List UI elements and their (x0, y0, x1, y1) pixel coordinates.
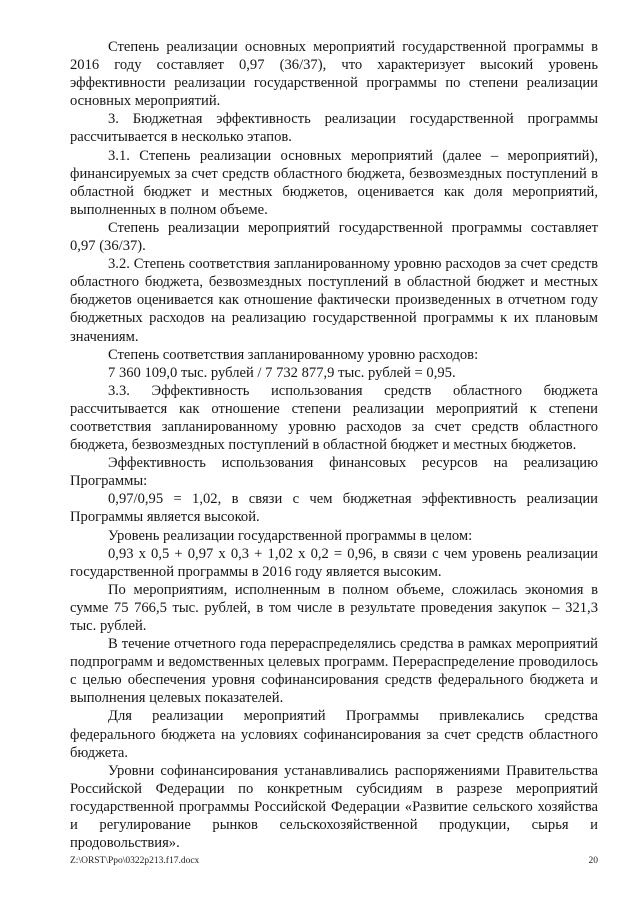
paragraph-financial-efficiency-label: Эффективность использования финансовых ресурсов на реализацию Программы: (70, 455, 598, 490)
paragraph-overall-level-label: Уровень реализации государственной программы в целом: (108, 527, 473, 544)
paragraph-redistribution: В течение отчетного года перераспределялись средства в рамках мероприятий подпрограмм и ведомственных целевых программ. Перераспределение проводилось с целью обеспечения уровня софинансирования средств федерального бюджета и выполнения целевых показателей. (70, 636, 598, 707)
page-number: 20 (588, 856, 598, 866)
paragraph-3-2: 3.2. Степень соответствия запланированному уровню расходов за счет средств областного бюджета, безвозмездных поступлений в областной бюджет и местных бюджетов оценивается как отношение фактически произведенных в отчетном году бюджетных расходов на реализацию государственной программы к их плановым значениям. (70, 256, 598, 345)
paragraph-budget-efficiency-heading: 3. Бюджетная эффективность реализации государственной программы рассчитывается в несколько этапов. (70, 111, 598, 146)
paragraph-3-1: 3.1. Степень реализации основных мероприятий (далее – мероприятий), финансируемых за счет средств областного бюджета, безвозмездных поступлений в областной бюджет и местных бюджетов, оценивается как доля мероприятий, выполненных в полном объеме. (70, 147, 598, 218)
paragraph-expense-compliance-label: Степень соответствия запланированному уровню расходов: (108, 346, 479, 363)
paragraph-efficiency-formula: 0,97/0,95 = 1,02, в связи с чем бюджетная эффективность реализации Программы является высокой. (70, 491, 598, 526)
paragraph-activities-degree-value: Степень реализации мероприятий государственной программы составляет 0,97 (36/37). (70, 219, 598, 255)
paragraph-overall-level-formula: 0,93 х 0,5 + 0,97 х 0,3 + 1,02 х 0,2 = 0,96, в связи с чем уровень реализации государственной программы в 2016 году является высоким. (70, 545, 598, 580)
file-path: Z:\ORST\Ppo\0322p213.f17.docx (70, 856, 200, 866)
paragraph-3-3: 3.3. Эффективность использования средств областного бюджета рассчитывается как отношение степени реализации мероприятий к степени соответствия запланированному уровню расходов за счет средств областного бюджета, безвозмездных поступлений в областной бюджет и местных бюджетов. (70, 382, 598, 454)
paragraph-savings: По мероприятиям, исполненным в полном объеме, сложилась экономия в сумме 75 766,5 тыс. рублей, в том числе в результате проведения закупок – 321,3 тыс. рублей. (70, 581, 598, 634)
paragraph-main-activities-degree: Степень реализации основных мероприятий государственной программы в 2016 году составляет 0,97 (36/37), что характеризует высокий уровень эффективности реализации государственной программы по степени реализации основных мероприятий. (70, 39, 598, 110)
paragraph-federal-funds: Для реализации мероприятий Программы привлекались средства федерального бюджета на условиях софинансирования за счет средств областного бюджета. (70, 708, 598, 761)
paragraph-expense-formula: 7 360 109,0 тыс. рублей / 7 732 877,9 тыс. рублей = 0,95. (108, 364, 456, 381)
page-footer (70, 856, 598, 870)
document-body (70, 38, 598, 852)
paragraph-cofinancing-levels: Уровни софинансирования устанавливались распоряжениями Правительства Российской Федерации по конкретным субсидиям в разрезе мероприятий государственной программы Российской Федерации «Развитие сельского хозяйства и регулирование рынков сельскохозяйственной продукции, сырья и продовольствия». (70, 762, 598, 852)
